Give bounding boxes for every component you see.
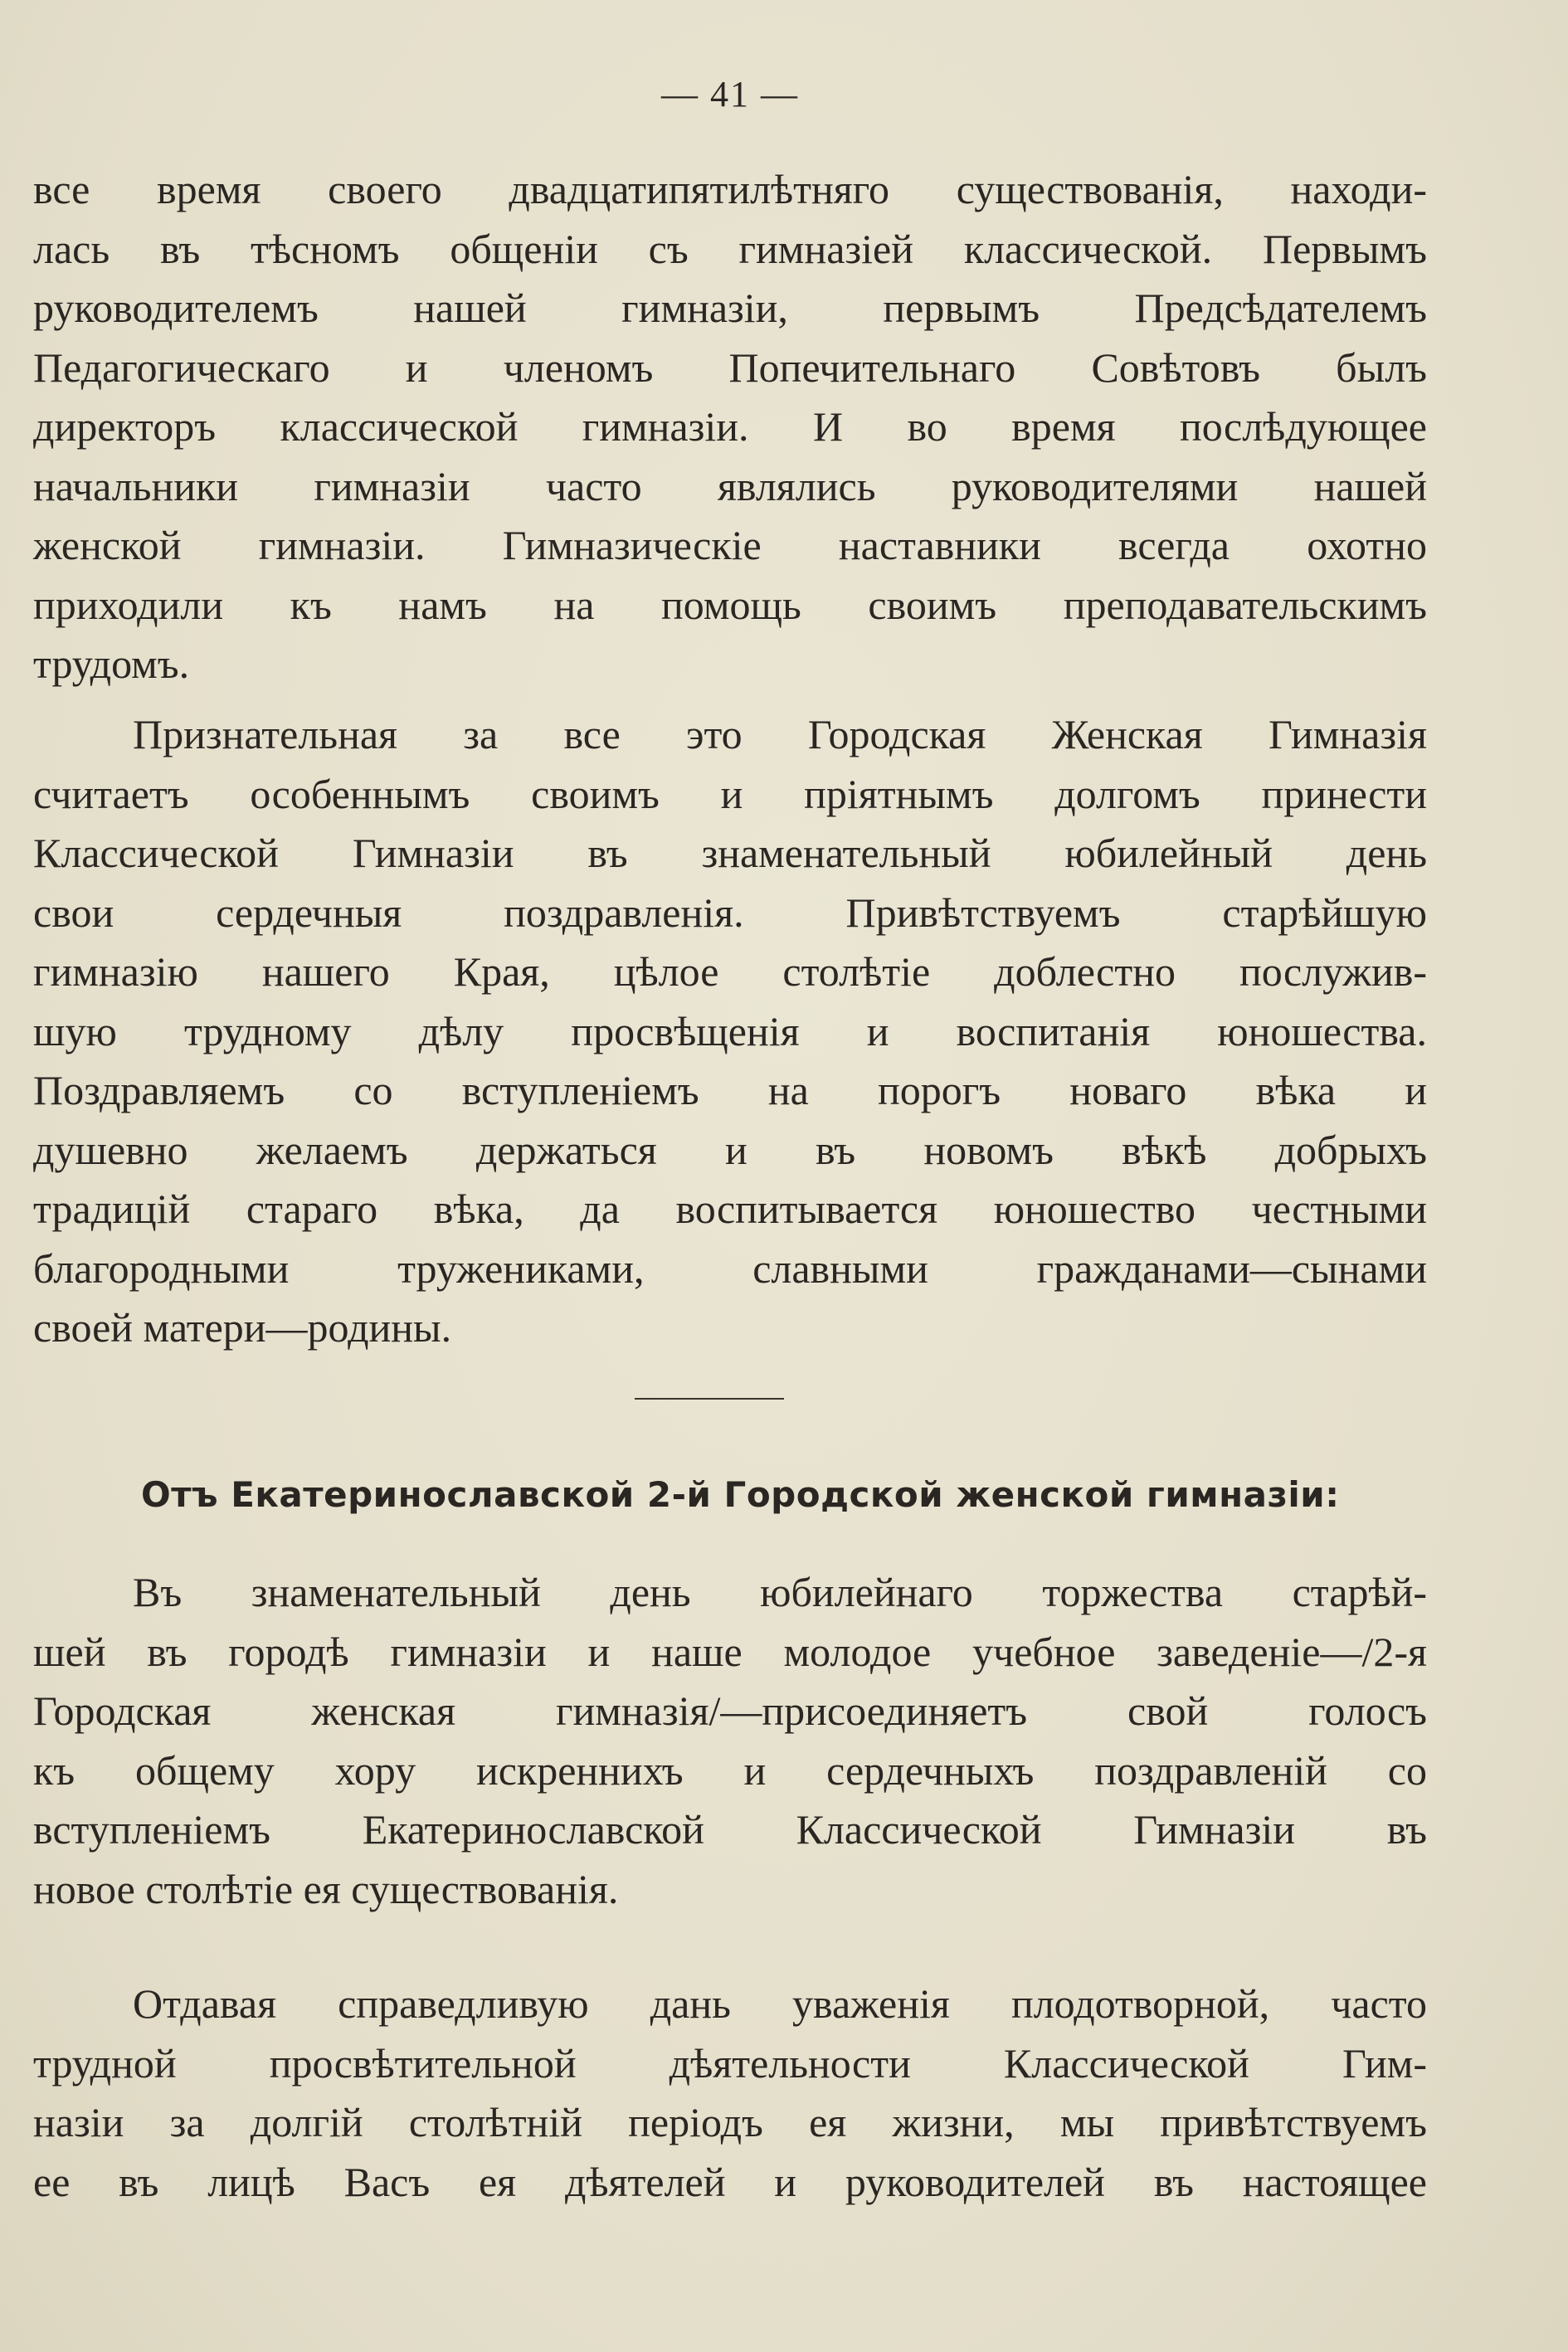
text-line: Въ знаменательный день юбилейнаго торжества старѣй- xyxy=(133,1569,1427,1615)
paragraph-1 xyxy=(33,160,1427,694)
text-line: Классической Гимназіи въ знаменательный юбилейный день xyxy=(33,830,1427,876)
text-line: свои сердечныя поздравленія. Привѣтствуемъ старѣйшую xyxy=(33,889,1427,936)
page-number: — 41 — xyxy=(661,74,799,114)
text-line: Городская женская гимназія/—присоединяетъ свой голосъ xyxy=(33,1687,1427,1734)
section-heading: Отъ Екатеринославской 2-й Городской женской гимназіи: xyxy=(141,1474,1340,1515)
text-line: лась въ тѣсномъ общеніи съ гимназіей классической. Первымъ xyxy=(33,225,1427,272)
text-line: Поздравляемъ со вступленіемъ на порогъ новаго вѣка и xyxy=(33,1067,1427,1113)
document-page xyxy=(33,0,1427,2352)
text-line: гимназію нашего Края, цѣлое столѣтіе доблестно послужив- xyxy=(33,948,1427,995)
text-line: Педагогическаго и членомъ Попечительнаго Совѣтовъ былъ xyxy=(33,343,1427,391)
text-line: своей матери—родины. xyxy=(33,1304,452,1351)
text-line: вступленіемъ Екатеринославской Классической Гимназіи въ xyxy=(33,1806,1427,1853)
paragraph-3 xyxy=(33,1563,1427,1919)
text-line: Отдавая справедливую дань уваженія плодотворной, часто xyxy=(133,1980,1427,2027)
section-divider xyxy=(635,1398,784,1400)
text-line: директоръ классической гимназіи. И во время послѣдующее xyxy=(33,403,1427,450)
text-line: ее въ лицѣ Васъ ея дѣятелей и руководителей въ настоящее xyxy=(33,2158,1427,2205)
text-line: приходили къ намъ на помощь своимъ преподавательскимъ xyxy=(33,581,1427,628)
text-line: къ общему хору искреннихъ и сердечныхъ поздравленій со xyxy=(33,1746,1427,1794)
text-line: шей въ городѣ гимназіи и наше молодое учебное заведеніе—/2-я xyxy=(33,1628,1427,1675)
text-line: считаетъ особеннымъ своимъ и пріятнымъ долгомъ принести xyxy=(33,770,1427,817)
text-line: новое столѣтіе ея существованія. xyxy=(33,1865,619,1912)
text-line: назіи за долгій столѣтній періодъ ея жизни, мы привѣтствуемъ xyxy=(33,2099,1427,2145)
text-line: душевно желаемъ держаться и въ новомъ вѣкѣ добрыхъ xyxy=(33,1126,1427,1173)
text-line: начальники гимназіи часто являлись руководителями нашей xyxy=(33,462,1427,509)
paragraph-2 xyxy=(33,705,1427,1358)
text-line: женской гимназіи. Гимназическіе наставники всегда охотно xyxy=(33,522,1427,568)
text-line: Признательная за все это Городская Женская Гимназія xyxy=(133,711,1427,757)
text-line: трудной просвѣтительной дѣятельности Классической Гим- xyxy=(33,2039,1427,2087)
text-line: трудомъ. xyxy=(33,640,190,687)
text-line: традицій стараго вѣка, да воспитывается юношество честными xyxy=(33,1186,1427,1232)
paragraph-4 xyxy=(33,1975,1427,2212)
text-line: руководителемъ нашей гимназіи, первымъ Предсѣдателемъ xyxy=(33,285,1427,331)
text-line: все время своего двадцатипятилѣтняго существованія, находи- xyxy=(33,166,1427,212)
text-line: благородными тружениками, славными гражданами—сынами xyxy=(33,1244,1427,1292)
text-line: шую трудному дѣлу просвѣщенія и воспитанія юношества. xyxy=(33,1007,1427,1054)
